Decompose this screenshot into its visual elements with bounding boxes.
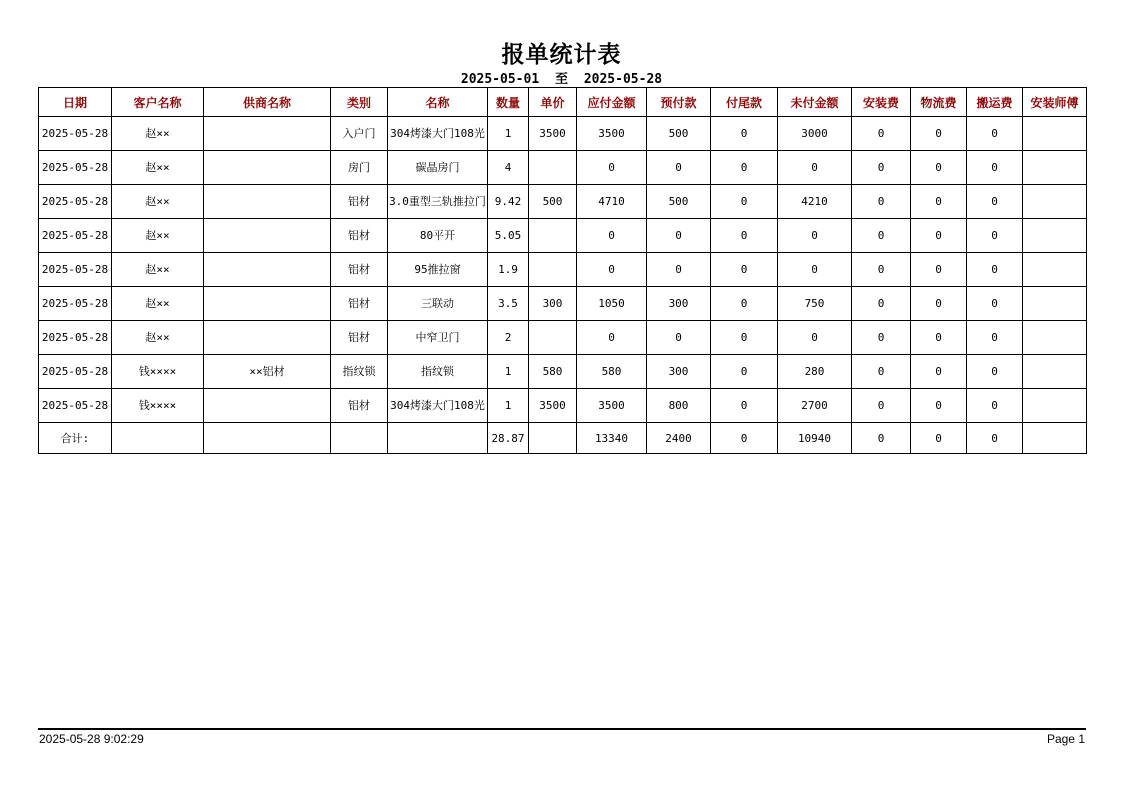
cell-logistics-fee: 0 bbox=[911, 355, 967, 389]
cell-unpaid: 4210 bbox=[778, 185, 852, 219]
cell-unit-price: 3500 bbox=[529, 389, 577, 423]
cell-supplier bbox=[204, 321, 331, 355]
cell-quantity: 5.05 bbox=[488, 219, 529, 253]
table-row bbox=[39, 287, 1087, 321]
cell-handling-fee: 0 bbox=[967, 287, 1023, 321]
cell-installer bbox=[1023, 355, 1087, 389]
cell-installer bbox=[1023, 253, 1087, 287]
cell-quantity: 3.5 bbox=[488, 287, 529, 321]
cell-item-name: 3.0重型三轨推拉门 bbox=[388, 185, 488, 219]
total-unpaid: 10940 bbox=[778, 423, 852, 454]
cell-installer bbox=[1023, 321, 1087, 355]
cell-handling-fee: 0 bbox=[967, 219, 1023, 253]
cell-logistics-fee: 0 bbox=[911, 219, 967, 253]
cell-date: 2025-05-28 bbox=[39, 253, 112, 287]
cell-supplier bbox=[204, 253, 331, 287]
cell-installer bbox=[1023, 117, 1087, 151]
cell-final-payment: 0 bbox=[711, 253, 778, 287]
total-quantity: 28.87 bbox=[488, 423, 529, 454]
cell-date: 2025-05-28 bbox=[39, 117, 112, 151]
date-range bbox=[0, 68, 1123, 87]
cell-payable: 0 bbox=[577, 151, 647, 185]
cell-logistics-fee: 0 bbox=[911, 287, 967, 321]
total-prepaid: 2400 bbox=[647, 423, 711, 454]
cell-category: 铝材 bbox=[331, 321, 388, 355]
total-final-payment: 0 bbox=[711, 423, 778, 454]
table-row bbox=[39, 117, 1087, 151]
total-unit-price bbox=[529, 423, 577, 454]
header-unit-price: 单价 bbox=[529, 88, 577, 117]
cell-final-payment: 0 bbox=[711, 389, 778, 423]
cell-payable: 4710 bbox=[577, 185, 647, 219]
header-customer: 客户名称 bbox=[112, 88, 204, 117]
header-category: 类别 bbox=[331, 88, 388, 117]
cell-category: 铝材 bbox=[331, 185, 388, 219]
cell-handling-fee: 0 bbox=[967, 151, 1023, 185]
cell-prepaid: 300 bbox=[647, 287, 711, 321]
cell-unpaid: 0 bbox=[778, 321, 852, 355]
header-supplier: 供商名称 bbox=[204, 88, 331, 117]
date-to: 2025-05-28 bbox=[583, 72, 663, 87]
cell-customer: 赵×× bbox=[112, 117, 204, 151]
cell-date: 2025-05-28 bbox=[39, 287, 112, 321]
cell-supplier bbox=[204, 151, 331, 185]
header-final-payment: 付尾款 bbox=[711, 88, 778, 117]
total-installer bbox=[1023, 423, 1087, 454]
cell-customer: 钱×××× bbox=[112, 389, 204, 423]
cell-supplier bbox=[204, 287, 331, 321]
cell-unpaid: 3000 bbox=[778, 117, 852, 151]
cell-payable: 0 bbox=[577, 321, 647, 355]
cell-item-name: 中窄卫门 bbox=[388, 321, 488, 355]
header-unpaid: 未付金额 bbox=[778, 88, 852, 117]
cell-customer: 赵×× bbox=[112, 185, 204, 219]
total-category bbox=[331, 423, 388, 454]
cell-unpaid: 0 bbox=[778, 253, 852, 287]
header-logistics-fee: 物流费 bbox=[911, 88, 967, 117]
cell-quantity: 9.42 bbox=[488, 185, 529, 219]
report-table bbox=[38, 87, 1087, 454]
cell-unpaid: 0 bbox=[778, 151, 852, 185]
cell-date: 2025-05-28 bbox=[39, 389, 112, 423]
header-install-fee: 安装费 bbox=[852, 88, 911, 117]
cell-quantity: 1.9 bbox=[488, 253, 529, 287]
cell-install-fee: 0 bbox=[852, 219, 911, 253]
table-row bbox=[39, 253, 1087, 287]
totals-row bbox=[39, 423, 1087, 454]
cell-customer: 赵×× bbox=[112, 287, 204, 321]
cell-unpaid: 280 bbox=[778, 355, 852, 389]
cell-item-name: 三联动 bbox=[388, 287, 488, 321]
cell-date: 2025-05-28 bbox=[39, 151, 112, 185]
header-quantity: 数量 bbox=[488, 88, 529, 117]
cell-supplier bbox=[204, 389, 331, 423]
header-handling-fee: 搬运费 bbox=[967, 88, 1023, 117]
cell-prepaid: 500 bbox=[647, 185, 711, 219]
cell-category: 铝材 bbox=[331, 389, 388, 423]
header-row bbox=[39, 88, 1087, 117]
cell-handling-fee: 0 bbox=[967, 253, 1023, 287]
cell-payable: 3500 bbox=[577, 389, 647, 423]
cell-prepaid: 0 bbox=[647, 151, 711, 185]
cell-unit-price: 300 bbox=[529, 287, 577, 321]
cell-logistics-fee: 0 bbox=[911, 253, 967, 287]
cell-quantity: 2 bbox=[488, 321, 529, 355]
cell-customer: 赵×× bbox=[112, 253, 204, 287]
cell-payable: 0 bbox=[577, 253, 647, 287]
cell-quantity: 1 bbox=[488, 117, 529, 151]
cell-installer bbox=[1023, 287, 1087, 321]
cell-category: 铝材 bbox=[331, 287, 388, 321]
cell-date: 2025-05-28 bbox=[39, 185, 112, 219]
total-handling-fee: 0 bbox=[967, 423, 1023, 454]
cell-unit-price bbox=[529, 321, 577, 355]
cell-supplier: ××铝材 bbox=[204, 355, 331, 389]
cell-payable: 580 bbox=[577, 355, 647, 389]
cell-handling-fee: 0 bbox=[967, 117, 1023, 151]
cell-logistics-fee: 0 bbox=[911, 117, 967, 151]
cell-payable: 1050 bbox=[577, 287, 647, 321]
cell-payable: 3500 bbox=[577, 117, 647, 151]
cell-installer bbox=[1023, 219, 1087, 253]
cell-customer: 赵×× bbox=[112, 151, 204, 185]
cell-install-fee: 0 bbox=[852, 253, 911, 287]
cell-payable: 0 bbox=[577, 219, 647, 253]
print-timestamp: 2025-05-28 9:02:29 bbox=[39, 732, 144, 746]
cell-unit-price bbox=[529, 253, 577, 287]
total-install-fee: 0 bbox=[852, 423, 911, 454]
cell-quantity: 1 bbox=[488, 389, 529, 423]
cell-category: 铝材 bbox=[331, 219, 388, 253]
cell-install-fee: 0 bbox=[852, 287, 911, 321]
cell-final-payment: 0 bbox=[711, 355, 778, 389]
cell-prepaid: 500 bbox=[647, 117, 711, 151]
cell-install-fee: 0 bbox=[852, 321, 911, 355]
table-row bbox=[39, 219, 1087, 253]
date-from: 2025-05-01 bbox=[460, 72, 540, 87]
cell-handling-fee: 0 bbox=[967, 185, 1023, 219]
cell-install-fee: 0 bbox=[852, 389, 911, 423]
header-prepaid: 预付款 bbox=[647, 88, 711, 117]
cell-unit-price: 500 bbox=[529, 185, 577, 219]
cell-installer bbox=[1023, 389, 1087, 423]
cell-supplier bbox=[204, 185, 331, 219]
cell-customer: 钱×××× bbox=[112, 355, 204, 389]
cell-category: 指纹锁 bbox=[331, 355, 388, 389]
table-row bbox=[39, 321, 1087, 355]
cell-item-name: 95推拉窗 bbox=[388, 253, 488, 287]
cell-logistics-fee: 0 bbox=[911, 151, 967, 185]
cell-final-payment: 0 bbox=[711, 321, 778, 355]
cell-unit-price: 3500 bbox=[529, 117, 577, 151]
cell-installer bbox=[1023, 151, 1087, 185]
total-payable: 13340 bbox=[577, 423, 647, 454]
cell-logistics-fee: 0 bbox=[911, 321, 967, 355]
total-customer bbox=[112, 423, 204, 454]
cell-handling-fee: 0 bbox=[967, 389, 1023, 423]
cell-item-name: 304烤漆大门108光 bbox=[388, 117, 488, 151]
cell-final-payment: 0 bbox=[711, 219, 778, 253]
cell-prepaid: 800 bbox=[647, 389, 711, 423]
cell-supplier bbox=[204, 117, 331, 151]
cell-unit-price bbox=[529, 219, 577, 253]
table-row bbox=[39, 185, 1087, 219]
header-payable: 应付金额 bbox=[577, 88, 647, 117]
cell-customer: 赵×× bbox=[112, 321, 204, 355]
table-row bbox=[39, 355, 1087, 389]
table-row bbox=[39, 151, 1087, 185]
cell-install-fee: 0 bbox=[852, 151, 911, 185]
cell-prepaid: 0 bbox=[647, 219, 711, 253]
cell-quantity: 1 bbox=[488, 355, 529, 389]
cell-item-name: 指纹锁 bbox=[388, 355, 488, 389]
cell-install-fee: 0 bbox=[852, 355, 911, 389]
cell-final-payment: 0 bbox=[711, 287, 778, 321]
cell-installer bbox=[1023, 185, 1087, 219]
cell-unpaid: 0 bbox=[778, 219, 852, 253]
cell-unit-price: 580 bbox=[529, 355, 577, 389]
date-separator: 至 bbox=[554, 72, 568, 87]
cell-category: 铝材 bbox=[331, 253, 388, 287]
header-date: 日期 bbox=[39, 88, 112, 117]
total-item-name bbox=[388, 423, 488, 454]
total-date: 合计: bbox=[39, 423, 112, 454]
cell-prepaid: 0 bbox=[647, 321, 711, 355]
cell-category: 入户门 bbox=[331, 117, 388, 151]
total-logistics-fee: 0 bbox=[911, 423, 967, 454]
cell-date: 2025-05-28 bbox=[39, 321, 112, 355]
cell-unit-price bbox=[529, 151, 577, 185]
cell-item-name: 304烤漆大门108光 bbox=[388, 389, 488, 423]
cell-install-fee: 0 bbox=[852, 117, 911, 151]
cell-unpaid: 2700 bbox=[778, 389, 852, 423]
cell-install-fee: 0 bbox=[852, 185, 911, 219]
cell-prepaid: 0 bbox=[647, 253, 711, 287]
cell-item-name: 碳晶房门 bbox=[388, 151, 488, 185]
cell-handling-fee: 0 bbox=[967, 355, 1023, 389]
page-number: Page 1 bbox=[1046, 732, 1085, 746]
cell-supplier bbox=[204, 219, 331, 253]
cell-unpaid: 750 bbox=[778, 287, 852, 321]
report-title: 报单统计表 bbox=[501, 41, 622, 68]
cell-date: 2025-05-28 bbox=[39, 355, 112, 389]
cell-date: 2025-05-28 bbox=[39, 219, 112, 253]
cell-category: 房门 bbox=[331, 151, 388, 185]
cell-logistics-fee: 0 bbox=[911, 389, 967, 423]
cell-prepaid: 300 bbox=[647, 355, 711, 389]
header-installer: 安装师傅 bbox=[1023, 88, 1087, 117]
cell-final-payment: 0 bbox=[711, 151, 778, 185]
cell-final-payment: 0 bbox=[711, 185, 778, 219]
cell-handling-fee: 0 bbox=[967, 321, 1023, 355]
table-row bbox=[39, 389, 1087, 423]
cell-item-name: 80平开 bbox=[388, 219, 488, 253]
cell-quantity: 4 bbox=[488, 151, 529, 185]
total-supplier bbox=[204, 423, 331, 454]
cell-final-payment: 0 bbox=[711, 117, 778, 151]
footer-divider bbox=[38, 728, 1086, 730]
cell-customer: 赵×× bbox=[112, 219, 204, 253]
cell-logistics-fee: 0 bbox=[911, 185, 967, 219]
header-item-name: 名称 bbox=[388, 88, 488, 117]
